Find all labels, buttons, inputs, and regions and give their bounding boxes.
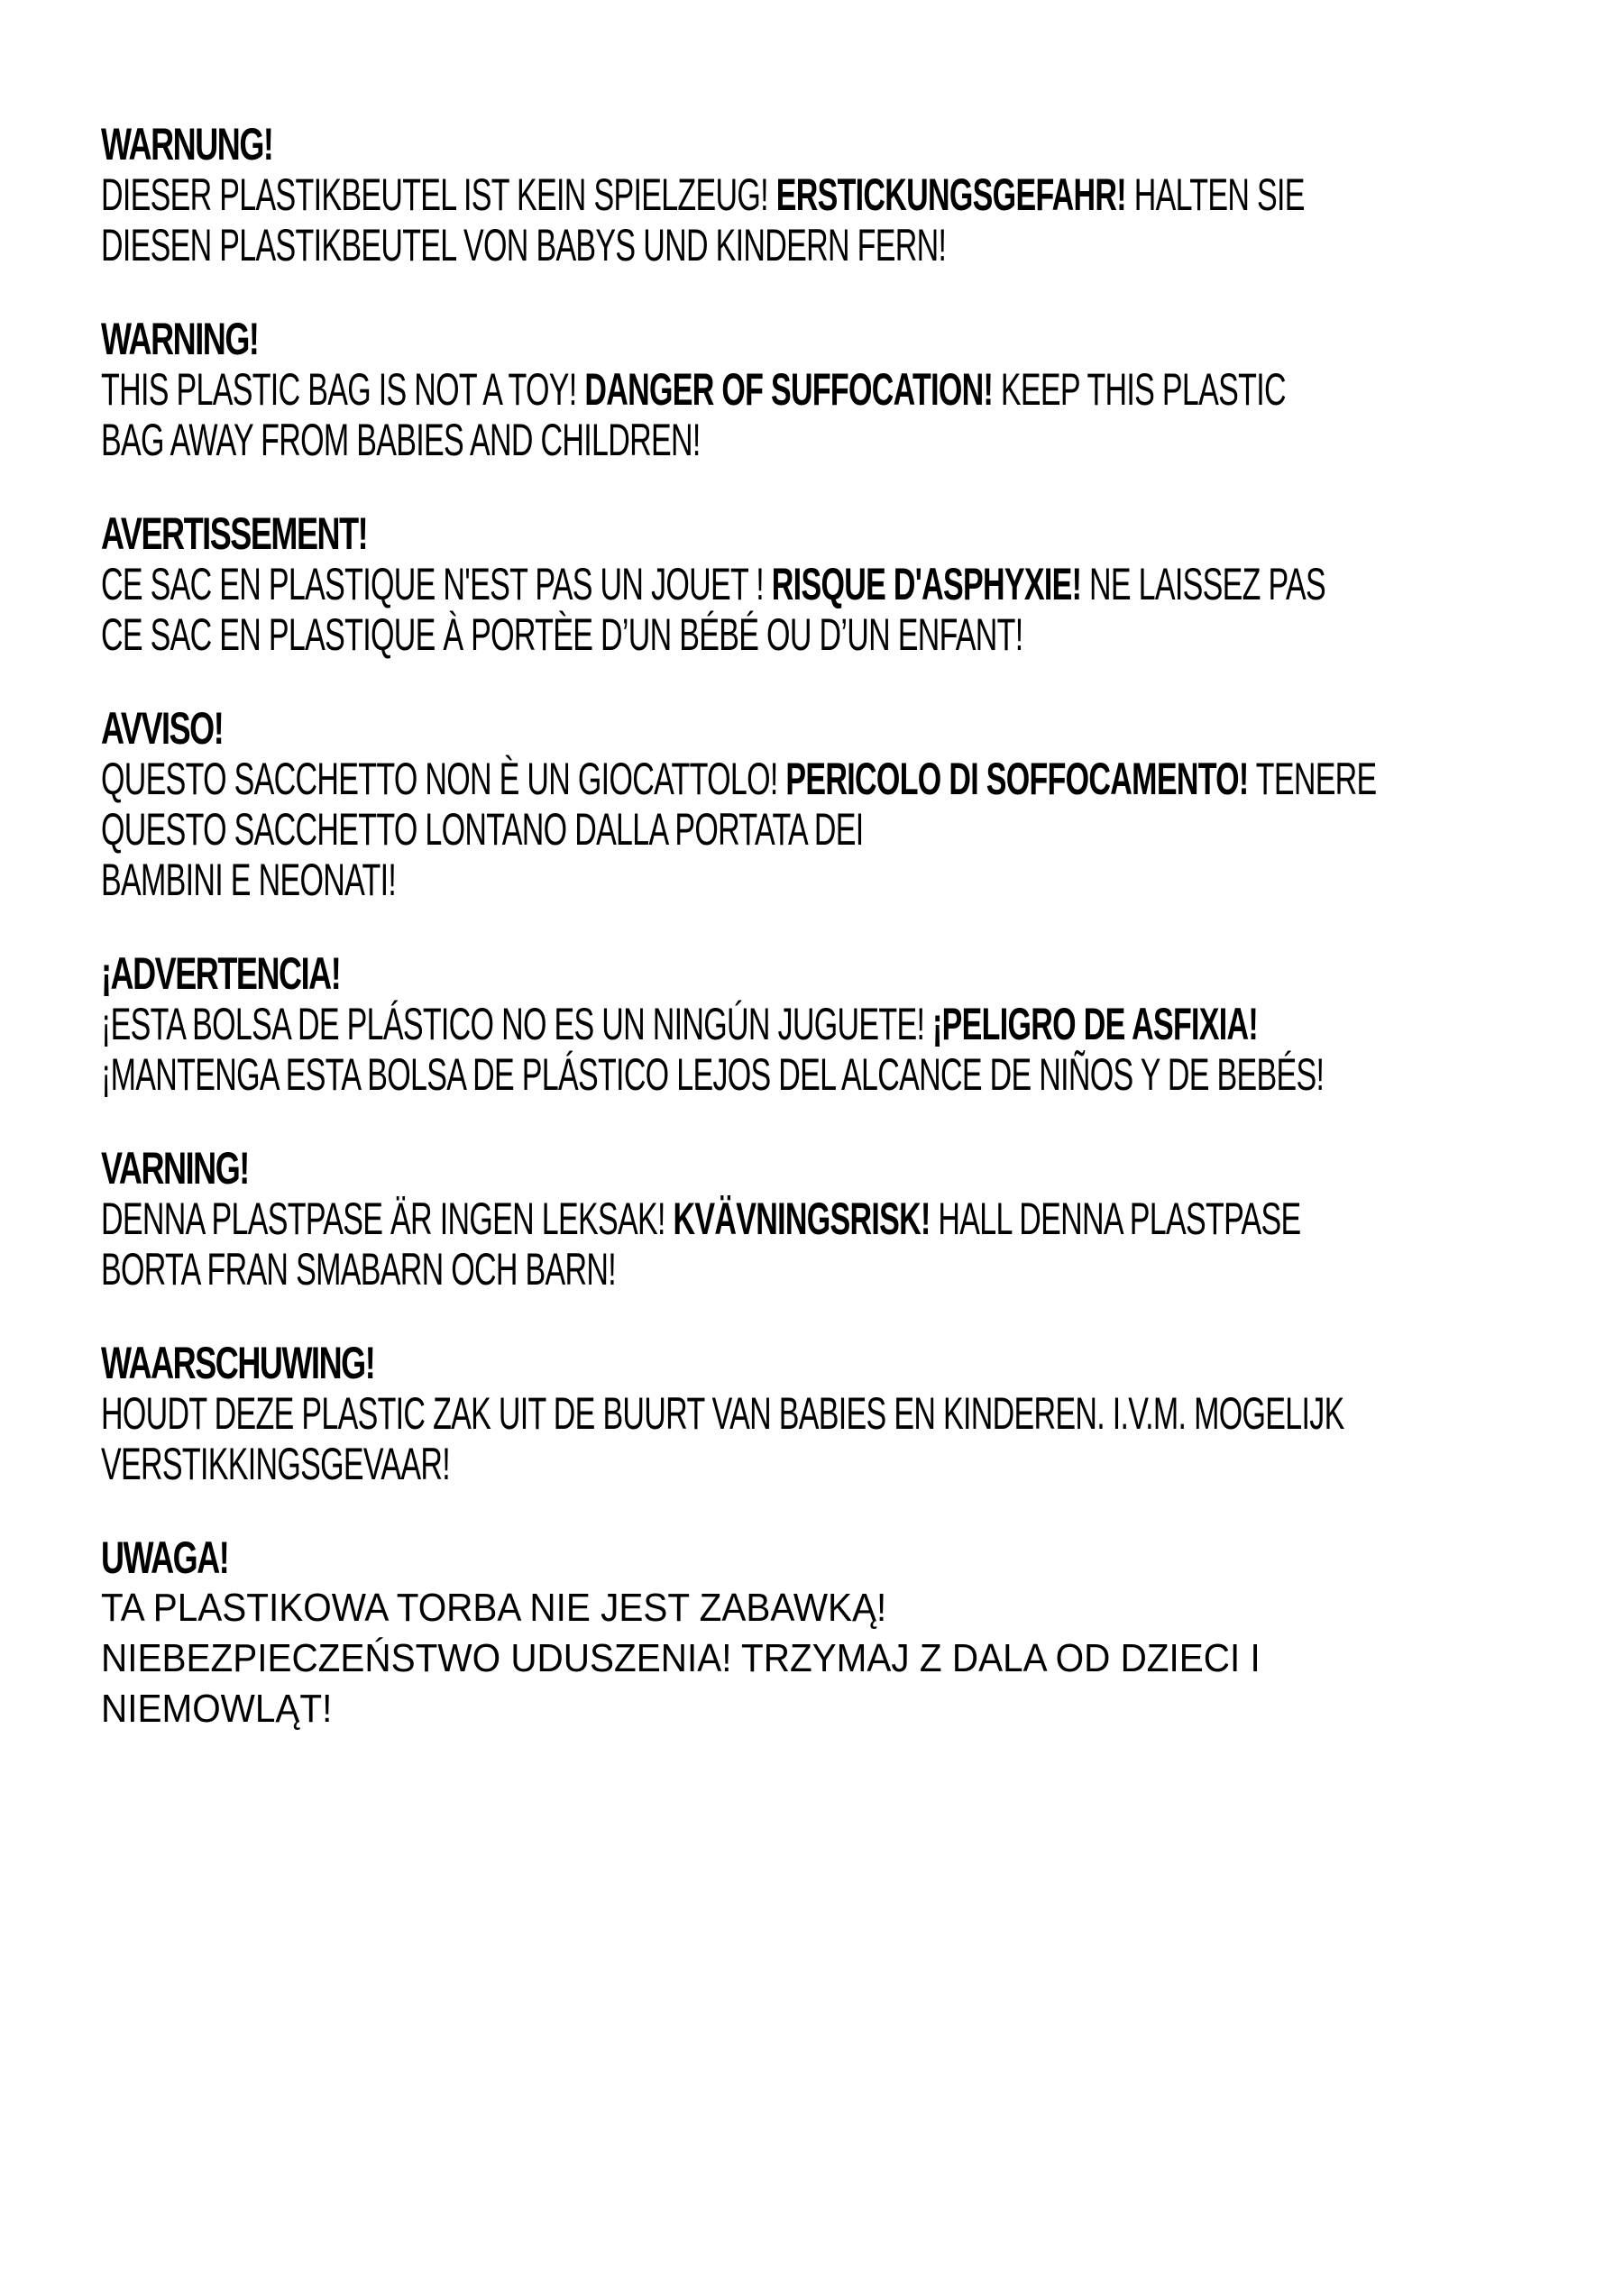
emphasis-text: ¡PELIGRO DE ASFIXIA! <box>932 999 1259 1049</box>
emphasis-text: PERICOLO DI SOFFOCAMENTO! <box>785 754 1249 804</box>
section-line: BORTA FRAN SMABARN OCH BARN! <box>101 1244 617 1294</box>
warning-section-de <box>101 119 1544 270</box>
section-line: HOUDT DEZE PLASTIC ZAK UIT DE BUURT VAN BABIES EN KINDEREN. I.V.M. MOGELIJK <box>101 1388 1344 1439</box>
section-line: ¡MANTENGA ESTA BOLSA DE PLÁSTICO LEJOS DEL ALCANCE DE NIÑOS Y DE BEBÉS! <box>101 1049 1325 1100</box>
warning-section-en <box>101 314 1544 465</box>
section-line: VERSTIKKINGSGEVAAR! <box>101 1439 451 1489</box>
warning-section-sv <box>101 1143 1544 1294</box>
warning-section-es <box>101 948 1544 1100</box>
warning-document <box>101 119 1544 1778</box>
section-line: DENNA PLASTPASE ÄR INGEN LEKSAK! KVÄVNINGSRISK! HALL DENNA PLASTPASE <box>101 1194 1301 1244</box>
section-heading: VARNING! <box>101 1143 249 1194</box>
section-heading: WARNUNG! <box>101 119 273 169</box>
section-line: DIESEN PLASTIKBEUTEL VON BABYS UND KINDERN FERN! <box>101 220 947 270</box>
section-line: DIESER PLASTIKBEUTEL IST KEIN SPIELZEUG! ERSTICKUNGSGEFAHR! HALTEN SIE <box>101 169 1305 220</box>
section-line: CE SAC EN PLASTIQUE À PORTÈE D’UN BÉBÉ OU D’UN ENFANT! <box>101 609 1023 660</box>
warning-section-it <box>101 703 1544 905</box>
warning-section-fr <box>101 508 1544 660</box>
section-line: ¡ESTA BOLSA DE PLÁSTICO NO ES UN NINGÚN JUGUETE! ¡PELIGRO DE ASFIXIA! <box>101 999 1259 1049</box>
section-heading: WARNING! <box>101 314 259 364</box>
section-line: THIS PLASTIC BAG IS NOT A TOY! DANGER OF SUFFOCATION! KEEP THIS PLASTIC <box>101 364 1286 415</box>
section-line: BAG AWAY FROM BABIES AND CHILDREN! <box>101 415 701 465</box>
section-line: QUESTO SACCHETTO NON È UN GIOCATTOLO! PERICOLO DI SOFFOCAMENTO! TENERE <box>101 754 1377 804</box>
emphasis-text: DANGER OF SUFFOCATION! <box>584 364 994 415</box>
section-line: BAMBINI E NEONATI! <box>101 855 397 905</box>
warning-section-nl <box>101 1338 1544 1489</box>
section-line: QUESTO SACCHETTO LONTANO DALLA PORTATA DEI <box>101 804 864 855</box>
warning-section-pl <box>101 1532 1544 1734</box>
section-line: CE SAC EN PLASTIQUE N'EST PAS UN JOUET ! RISQUE D'ASPHYXIE! NE LAISSEZ PAS <box>101 559 1326 609</box>
section-heading: ¡ADVERTENCIA! <box>101 948 341 999</box>
section-heading: UWAGA! <box>101 1532 229 1583</box>
emphasis-text: ERSTICKUNGSGEFAHR! <box>775 169 1126 220</box>
emphasis-text: RISQUE D'ASPHYXIE! <box>771 559 1082 609</box>
section-line: NIEBEZPIECZEŃSTWO UDUSZENIA! TRZYMAJ Z DALA OD DZIECI I <box>101 1636 1261 1680</box>
section-heading: WAARSCHUWING! <box>101 1338 375 1388</box>
section-heading: AVERTISSEMENT! <box>101 508 368 559</box>
emphasis-text: KVÄVNINGSRISK! <box>673 1194 931 1244</box>
section-line: NIEMOWLĄT! <box>101 1687 333 1731</box>
section-heading: AVVISO! <box>101 703 224 754</box>
section-line: TA PLASTIKOWA TORBA NIE JEST ZABAWKĄ! <box>101 1586 887 1630</box>
